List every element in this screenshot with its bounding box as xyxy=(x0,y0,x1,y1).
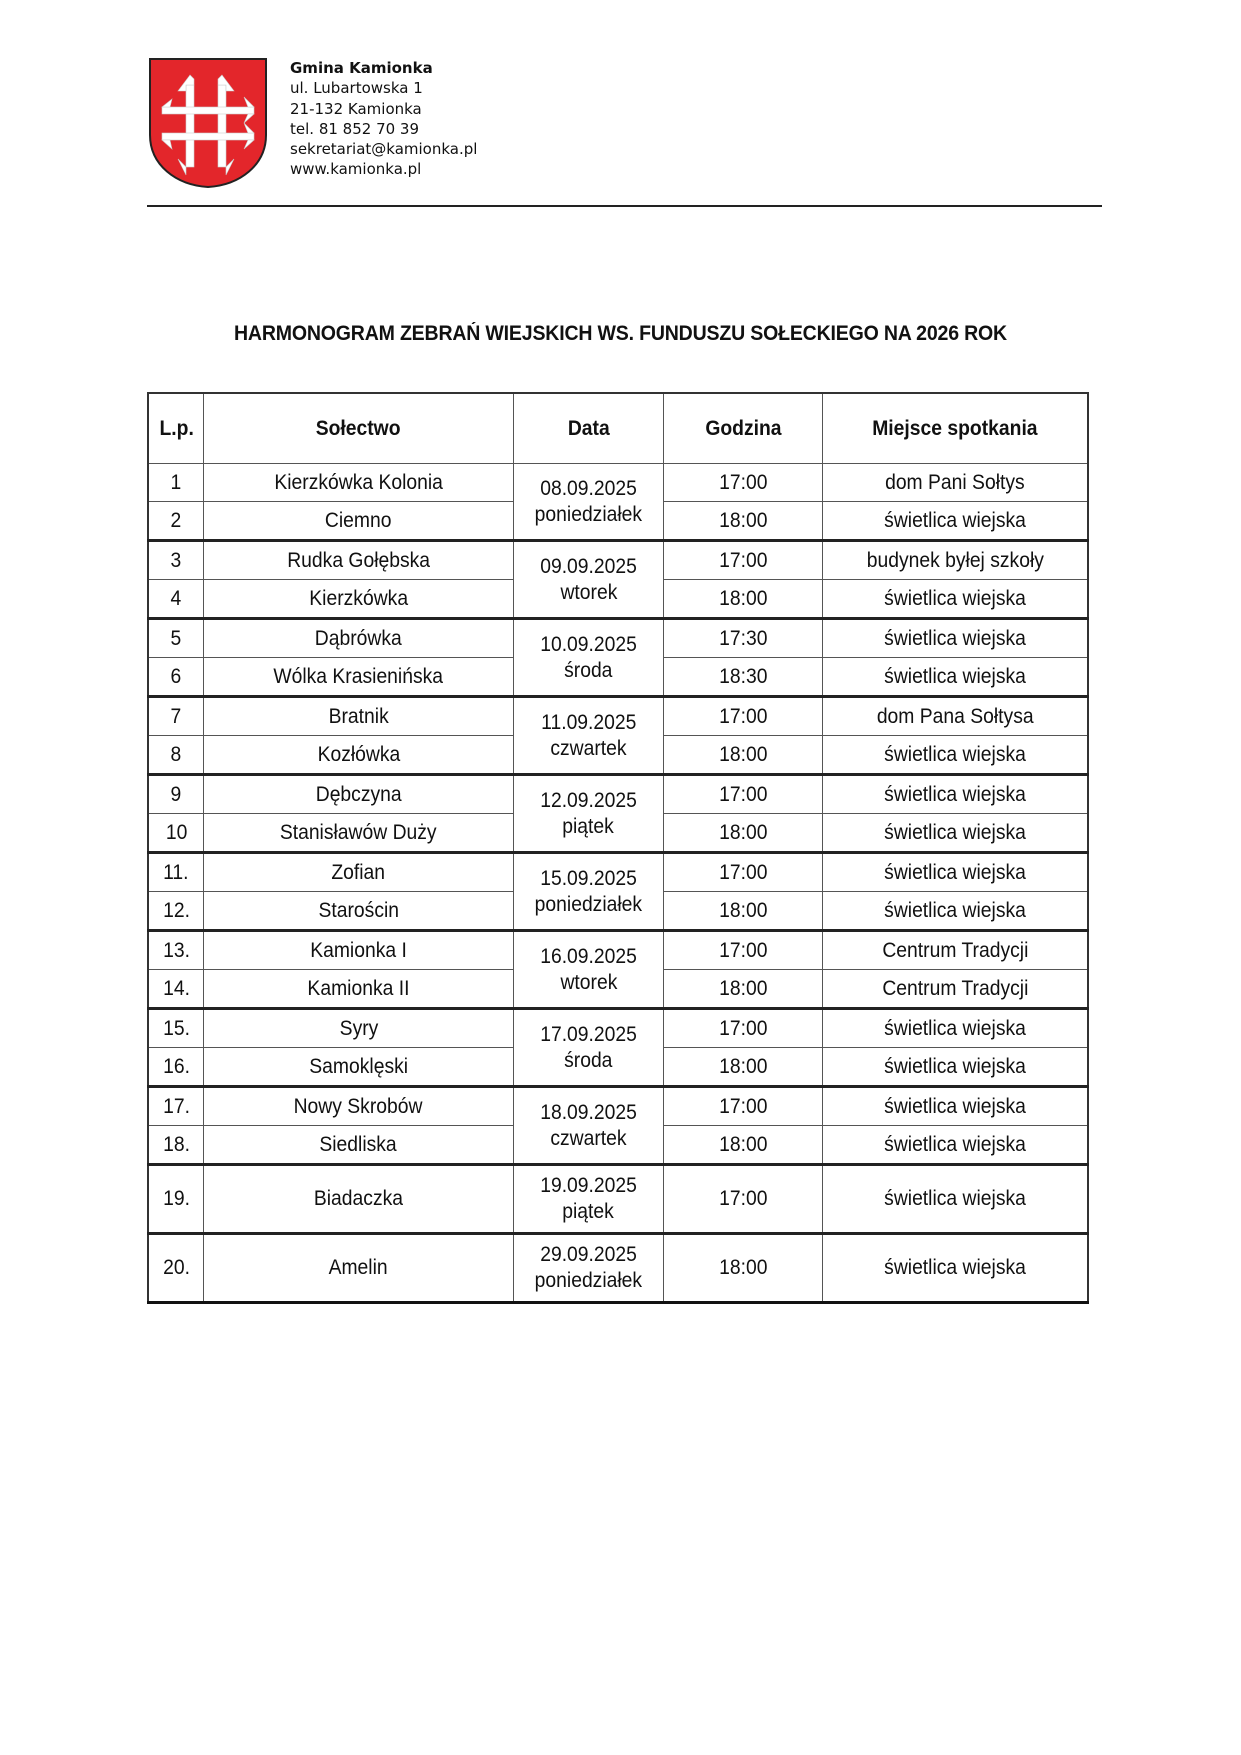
cell-time: 17:30 xyxy=(664,619,823,658)
cell-place: Centrum Tradycji xyxy=(822,970,1088,1009)
street-address: ul. Lubartowska 1 xyxy=(290,79,423,98)
cell-lp: 13. xyxy=(148,931,204,970)
cell-time: 17:00 xyxy=(664,541,823,580)
cell-place: świetlica wiejska xyxy=(822,1087,1088,1126)
table-row xyxy=(148,464,1088,502)
cell-time: 18:00 xyxy=(664,814,823,853)
meeting-date: 11.09.2025 xyxy=(540,710,637,734)
cell-village: Siedliska xyxy=(204,1126,513,1165)
cell-village: Kierzkówka Kolonia xyxy=(204,464,513,502)
header-village: Sołectwo xyxy=(204,393,513,464)
cell-time: 17:00 xyxy=(664,775,823,814)
cell-lp: 20. xyxy=(148,1234,204,1303)
cell-place: świetlica wiejska xyxy=(822,1048,1088,1087)
cell-place: świetlica wiejska xyxy=(822,736,1088,775)
cell-place: budynek byłej szkoły xyxy=(822,541,1088,580)
cell-place: świetlica wiejska xyxy=(822,814,1088,853)
cell-place: Centrum Tradycji xyxy=(822,931,1088,970)
cell-lp: 1 xyxy=(148,464,204,502)
cell-lp: 10 xyxy=(148,814,204,853)
meeting-date: 19.09.2025 xyxy=(540,1174,637,1197)
weekday: piątek xyxy=(562,1200,615,1223)
header-place: Miejsce spotkania xyxy=(822,393,1088,464)
cell-lp: 3 xyxy=(148,541,204,580)
table-row xyxy=(148,775,1088,814)
header-date: Data xyxy=(513,393,664,464)
cell-place: świetlica wiejska xyxy=(822,1009,1088,1048)
cell-village: Dąbrówka xyxy=(204,619,513,658)
cell-village: Ciemno xyxy=(204,502,513,541)
cell-village: Stanisławów Duży xyxy=(204,814,513,853)
email-address[interactable]: sekretariat@kamionka.pl xyxy=(290,140,478,159)
weekday: poniedziałek xyxy=(534,502,643,526)
cell-lp: 18. xyxy=(148,1126,204,1165)
cell-lp: 19. xyxy=(148,1165,204,1234)
cell-place: świetlica wiejska xyxy=(822,1165,1088,1234)
weekday: piątek xyxy=(562,814,615,838)
table-row xyxy=(148,1234,1088,1303)
document-title: HARMONOGRAM ZEBRAŃ WIEJSKICH WS. FUNDUSZU SOŁECKIEGO NA 2026 ROK xyxy=(234,322,1007,345)
cell-lp: 15. xyxy=(148,1009,204,1048)
cell-village: Syry xyxy=(204,1009,513,1048)
cell-lp: 6 xyxy=(148,658,204,697)
weekday: poniedziałek xyxy=(534,1269,643,1292)
meeting-date: 16.09.2025 xyxy=(540,944,637,968)
cell-date xyxy=(513,931,664,1009)
cell-place: świetlica wiejska xyxy=(822,502,1088,541)
cell-time: 18:00 xyxy=(664,970,823,1009)
cell-place: świetlica wiejska xyxy=(822,658,1088,697)
cell-lp: 12. xyxy=(148,892,204,931)
letterhead xyxy=(290,58,477,180)
weekday: poniedziałek xyxy=(534,892,643,916)
weekday: wtorek xyxy=(560,580,617,604)
meeting-date: 29.09.2025 xyxy=(540,1243,637,1266)
cell-time: 17:00 xyxy=(664,1009,823,1048)
meeting-date: 08.09.2025 xyxy=(540,476,637,500)
cell-lp: 7 xyxy=(148,697,204,736)
cell-lp: 16. xyxy=(148,1048,204,1087)
cell-village: Amelin xyxy=(204,1234,513,1303)
cell-time: 17:00 xyxy=(664,1087,823,1126)
cell-lp: 17. xyxy=(148,1087,204,1126)
cell-place: świetlica wiejska xyxy=(822,892,1088,931)
cell-time: 18:00 xyxy=(664,736,823,775)
website-link[interactable]: www.kamionka.pl xyxy=(290,160,422,179)
cell-village: Samoklęski xyxy=(204,1048,513,1087)
phone-number: tel. 81 852 70 39 xyxy=(290,119,420,138)
schedule-table xyxy=(147,392,1089,1304)
weekday: czwartek xyxy=(550,736,627,760)
header-lp: L.p. xyxy=(148,393,204,464)
meeting-date: 10.09.2025 xyxy=(540,632,637,656)
cell-lp: 9 xyxy=(148,775,204,814)
cell-place: świetlica wiejska xyxy=(822,580,1088,619)
table-row xyxy=(148,1087,1088,1126)
table-row xyxy=(148,931,1088,970)
cell-lp: 8 xyxy=(148,736,204,775)
header-divider xyxy=(147,205,1102,207)
meeting-date: 09.09.2025 xyxy=(540,554,637,578)
table-row xyxy=(148,1009,1088,1048)
cell-time: 17:00 xyxy=(664,1165,823,1234)
table-row xyxy=(148,541,1088,580)
cell-village: Kamionka I xyxy=(204,931,513,970)
cell-date xyxy=(513,464,664,541)
cell-date xyxy=(513,1087,664,1165)
cell-time: 18:00 xyxy=(664,502,823,541)
weekday: wtorek xyxy=(560,970,617,994)
weekday: czwartek xyxy=(550,1126,627,1150)
cell-place: świetlica wiejska xyxy=(822,1234,1088,1303)
cell-date xyxy=(513,619,664,697)
organization-name: Gmina Kamionka xyxy=(290,59,433,77)
cell-village: Wólka Krasienińska xyxy=(204,658,513,697)
cell-village: Bratnik xyxy=(204,697,513,736)
cell-place: świetlica wiejska xyxy=(822,1126,1088,1165)
schedule-body xyxy=(148,464,1088,1303)
coat-of-arms-icon xyxy=(148,57,268,189)
cell-lp: 2 xyxy=(148,502,204,541)
cell-time: 18:00 xyxy=(664,1126,823,1165)
cell-time: 18:30 xyxy=(664,658,823,697)
meeting-date: 18.09.2025 xyxy=(540,1100,637,1124)
cell-village: Starościn xyxy=(204,892,513,931)
cell-time: 18:00 xyxy=(664,580,823,619)
table-header-row xyxy=(148,393,1088,464)
table-row xyxy=(148,697,1088,736)
cell-date xyxy=(513,1234,664,1303)
cell-village: Rudka Gołębska xyxy=(204,541,513,580)
cell-time: 17:00 xyxy=(664,853,823,892)
cell-date xyxy=(513,1009,664,1087)
cell-village: Kozłówka xyxy=(204,736,513,775)
cell-date xyxy=(513,853,664,931)
cell-village: Dębczyna xyxy=(204,775,513,814)
cell-time: 18:00 xyxy=(664,1234,823,1303)
table-row xyxy=(148,1165,1088,1234)
cell-village: Zofian xyxy=(204,853,513,892)
cell-place: dom Pana Sołtysa xyxy=(822,697,1088,736)
cell-lp: 4 xyxy=(148,580,204,619)
cell-place: świetlica wiejska xyxy=(822,619,1088,658)
cell-village: Kamionka II xyxy=(204,970,513,1009)
weekday: środa xyxy=(564,658,613,682)
cell-time: 17:00 xyxy=(664,697,823,736)
meeting-date: 15.09.2025 xyxy=(540,866,637,890)
cell-place: dom Pani Sołtys xyxy=(822,464,1088,502)
cell-lp: 14. xyxy=(148,970,204,1009)
cell-village: Nowy Skrobów xyxy=(204,1087,513,1126)
cell-place: świetlica wiejska xyxy=(822,853,1088,892)
table-row xyxy=(148,853,1088,892)
cell-time: 18:00 xyxy=(664,892,823,931)
cell-date xyxy=(513,541,664,619)
weekday: środa xyxy=(564,1048,613,1072)
meeting-date: 17.09.2025 xyxy=(540,1022,637,1046)
table-row xyxy=(148,619,1088,658)
postal-city: 21-132 Kamionka xyxy=(290,99,422,118)
cell-date xyxy=(513,775,664,853)
header-time: Godzina xyxy=(664,393,823,464)
cell-village: Kierzkówka xyxy=(204,580,513,619)
cell-place: świetlica wiejska xyxy=(822,775,1088,814)
cell-lp: 11. xyxy=(148,853,204,892)
cell-village: Biadaczka xyxy=(204,1165,513,1234)
cell-time: 17:00 xyxy=(664,931,823,970)
cell-date xyxy=(513,1165,664,1234)
cell-time: 17:00 xyxy=(664,464,823,502)
meeting-date: 12.09.2025 xyxy=(540,788,637,812)
cell-date xyxy=(513,697,664,775)
cell-lp: 5 xyxy=(148,619,204,658)
cell-time: 18:00 xyxy=(664,1048,823,1087)
